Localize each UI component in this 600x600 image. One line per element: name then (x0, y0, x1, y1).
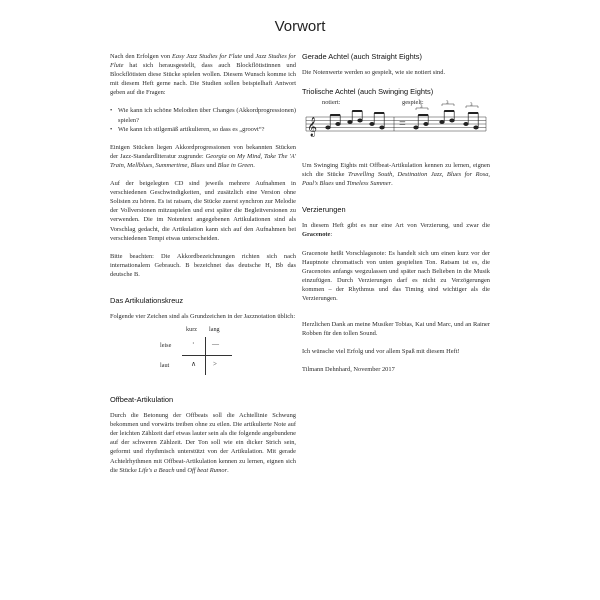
triplet-mark: 3 (420, 105, 423, 111)
notated-notes (326, 111, 394, 131)
equals-sign-icon: = (399, 116, 406, 131)
standards-paragraph: Einigen Stücken liegen Akkordprogressionen von bekannten Stücken der Jazz-Standardliteratur zugrunde: Georgia on My Mind, Take The 'A' Train, Mellblues, Summertime, Blues und Blue in Green. (110, 143, 296, 169)
swing-eights-heading: Triolische Achtel (auch Swinging Eights) (302, 87, 434, 97)
label-notiert: notiert: (322, 99, 341, 107)
triplet-mark: 3 (446, 101, 449, 107)
ornaments-paragraph: In diesem Heft gibt es nur eine Art von Verzierung, und zwar die Gracenote: (302, 222, 490, 239)
staccato-symbol: · (192, 339, 195, 349)
accent-symbol: > (213, 360, 217, 369)
signature: Tilmann Dehnhard, November 2017 (302, 366, 395, 374)
swing-eights-paragraph: Um Swinging Eights mit Offbeat-Artikulation kennen zu lernen, eignen sich die Stücke Travelling South, Destination Jazz, Blues for Rosa, Paul's Blues und Timeless Summer. (302, 162, 490, 188)
tenuto-symbol: — (212, 340, 219, 349)
swing-notation-example (302, 97, 490, 155)
label-kurz: kurz (186, 326, 197, 334)
question-list (110, 106, 296, 133)
wishes-paragraph: Ich wünsche viel Erfolg und vor allem Spaß mit diesem Heft! (302, 348, 460, 356)
ornaments-heading: Verzierungen (302, 205, 346, 215)
label-lang: lang (209, 326, 220, 334)
straight-eights-heading: Gerade Achtel (auch Straight Eights) (302, 52, 422, 61)
offbeat-heading: Offbeat-Artikulation (110, 395, 174, 405)
music-staff (302, 97, 490, 155)
marcato-symbol: ∧ (191, 360, 197, 369)
list-item: • Wie kann ich stilgemäß artikulieren, so dass es „groovt“? (110, 125, 296, 134)
page-title: Vorwort (274, 18, 326, 35)
thanks-paragraph: Herzlichen Dank an meine Musiker Tobias, Kai und Marc, und an Rainer Robben für den tollen Sound. (302, 321, 490, 338)
treble-clef-icon: 𝄞 (307, 117, 318, 137)
label-laut: laut (160, 362, 170, 370)
list-item: • Wie kann ich schöne Melodien über Changes (Akkordprogressionen) spielen? (110, 106, 296, 124)
articulation-heading: Das Artikulationskreuz (110, 295, 184, 305)
articulation-cross (110, 323, 296, 385)
label-leise: leise (160, 342, 172, 350)
label-gespielt: gespielt: (402, 99, 424, 107)
intro-paragraph: Nach den Erfolgen von Easy Jazz Studies for Flute und Jazz Studies for Flute hat sich herausgestellt, dass auch Blockflötistinnen und Blockflötisten diese Stücke spielen wollen. Diesem Wunsch komme ich mit diesem Heft gerne nach. Die Studien sollen beispielhaft Antwort geben auf die Fragen: (110, 53, 296, 97)
chord-note-paragraph: Bitte beachten: Die Akkordbezeichnungen richten sich nach internationalem Gebrauch. B bezeichnet das deutsche H, Bb das deutsche B. (110, 252, 296, 278)
left-column (110, 52, 296, 484)
triplet-mark: 3 (470, 103, 473, 109)
offbeat-paragraph: Durch die Betonung der Offbeats soll die Achtellinie Schwung bekommen und vorwärts treiben ohne zu eilen. Die artikulierte Note auf der leichten Zählzeit darf etwas lauter sein als die folgende angebundene auf der schweren Zählzeit. Der Ton soll wie ein dicker Strich sein, geformt und rhythmisch unterstützt von der Artikulation. Mit gerade Achtelrhythmen mit Offbeat-Artikulation kennen zu lernen, eignen sich die Stücke Life's a Beach und Off beat Rumor. (110, 412, 296, 474)
right-column (302, 52, 490, 384)
straight-eights-paragraph: Die Notenwerte werden so gespielt, wie sie notiert sind. (302, 69, 446, 76)
gracenote-paragraph: Gracenote heißt Vorschlagsnote: Es handelt sich um einen kurz vor der Hauptnote chromatisch von unten gespielten Ton. Ratsam ist es, die Gracenotes anfangs wegzulassen und später nach Belieben in die Musik einzufügen. Durch Verzierungen darf es nicht zu Verzögerungen kommen – der Rhythmus und das Timing sind wichtiger als die Verzierungen. (302, 249, 490, 303)
cd-paragraph: Auf der beigelegten CD sind jeweils mehrere Aufnahmen in verschiedenen Geschwindigkeiten, und zusätzlich eine Version ohne Solisten zu hören. Es ist ratsam, die Stücke zuerst synchron zur Melodie der Vollversionen mitzuspielen und erst später die Begleitversionen zu verwenden. Die im Notentext angegebenen Artikulationen sind als Vorschlag gedacht, die Artikulation kann sich auf den Aufnahmen bei verschiedenen Tempi etwas unterscheiden. (110, 180, 296, 242)
articulation-paragraph: Folgende vier Zeichen sind als Grundzeichen in der Jazznotation üblich: (110, 312, 296, 320)
played-notes (414, 111, 479, 129)
